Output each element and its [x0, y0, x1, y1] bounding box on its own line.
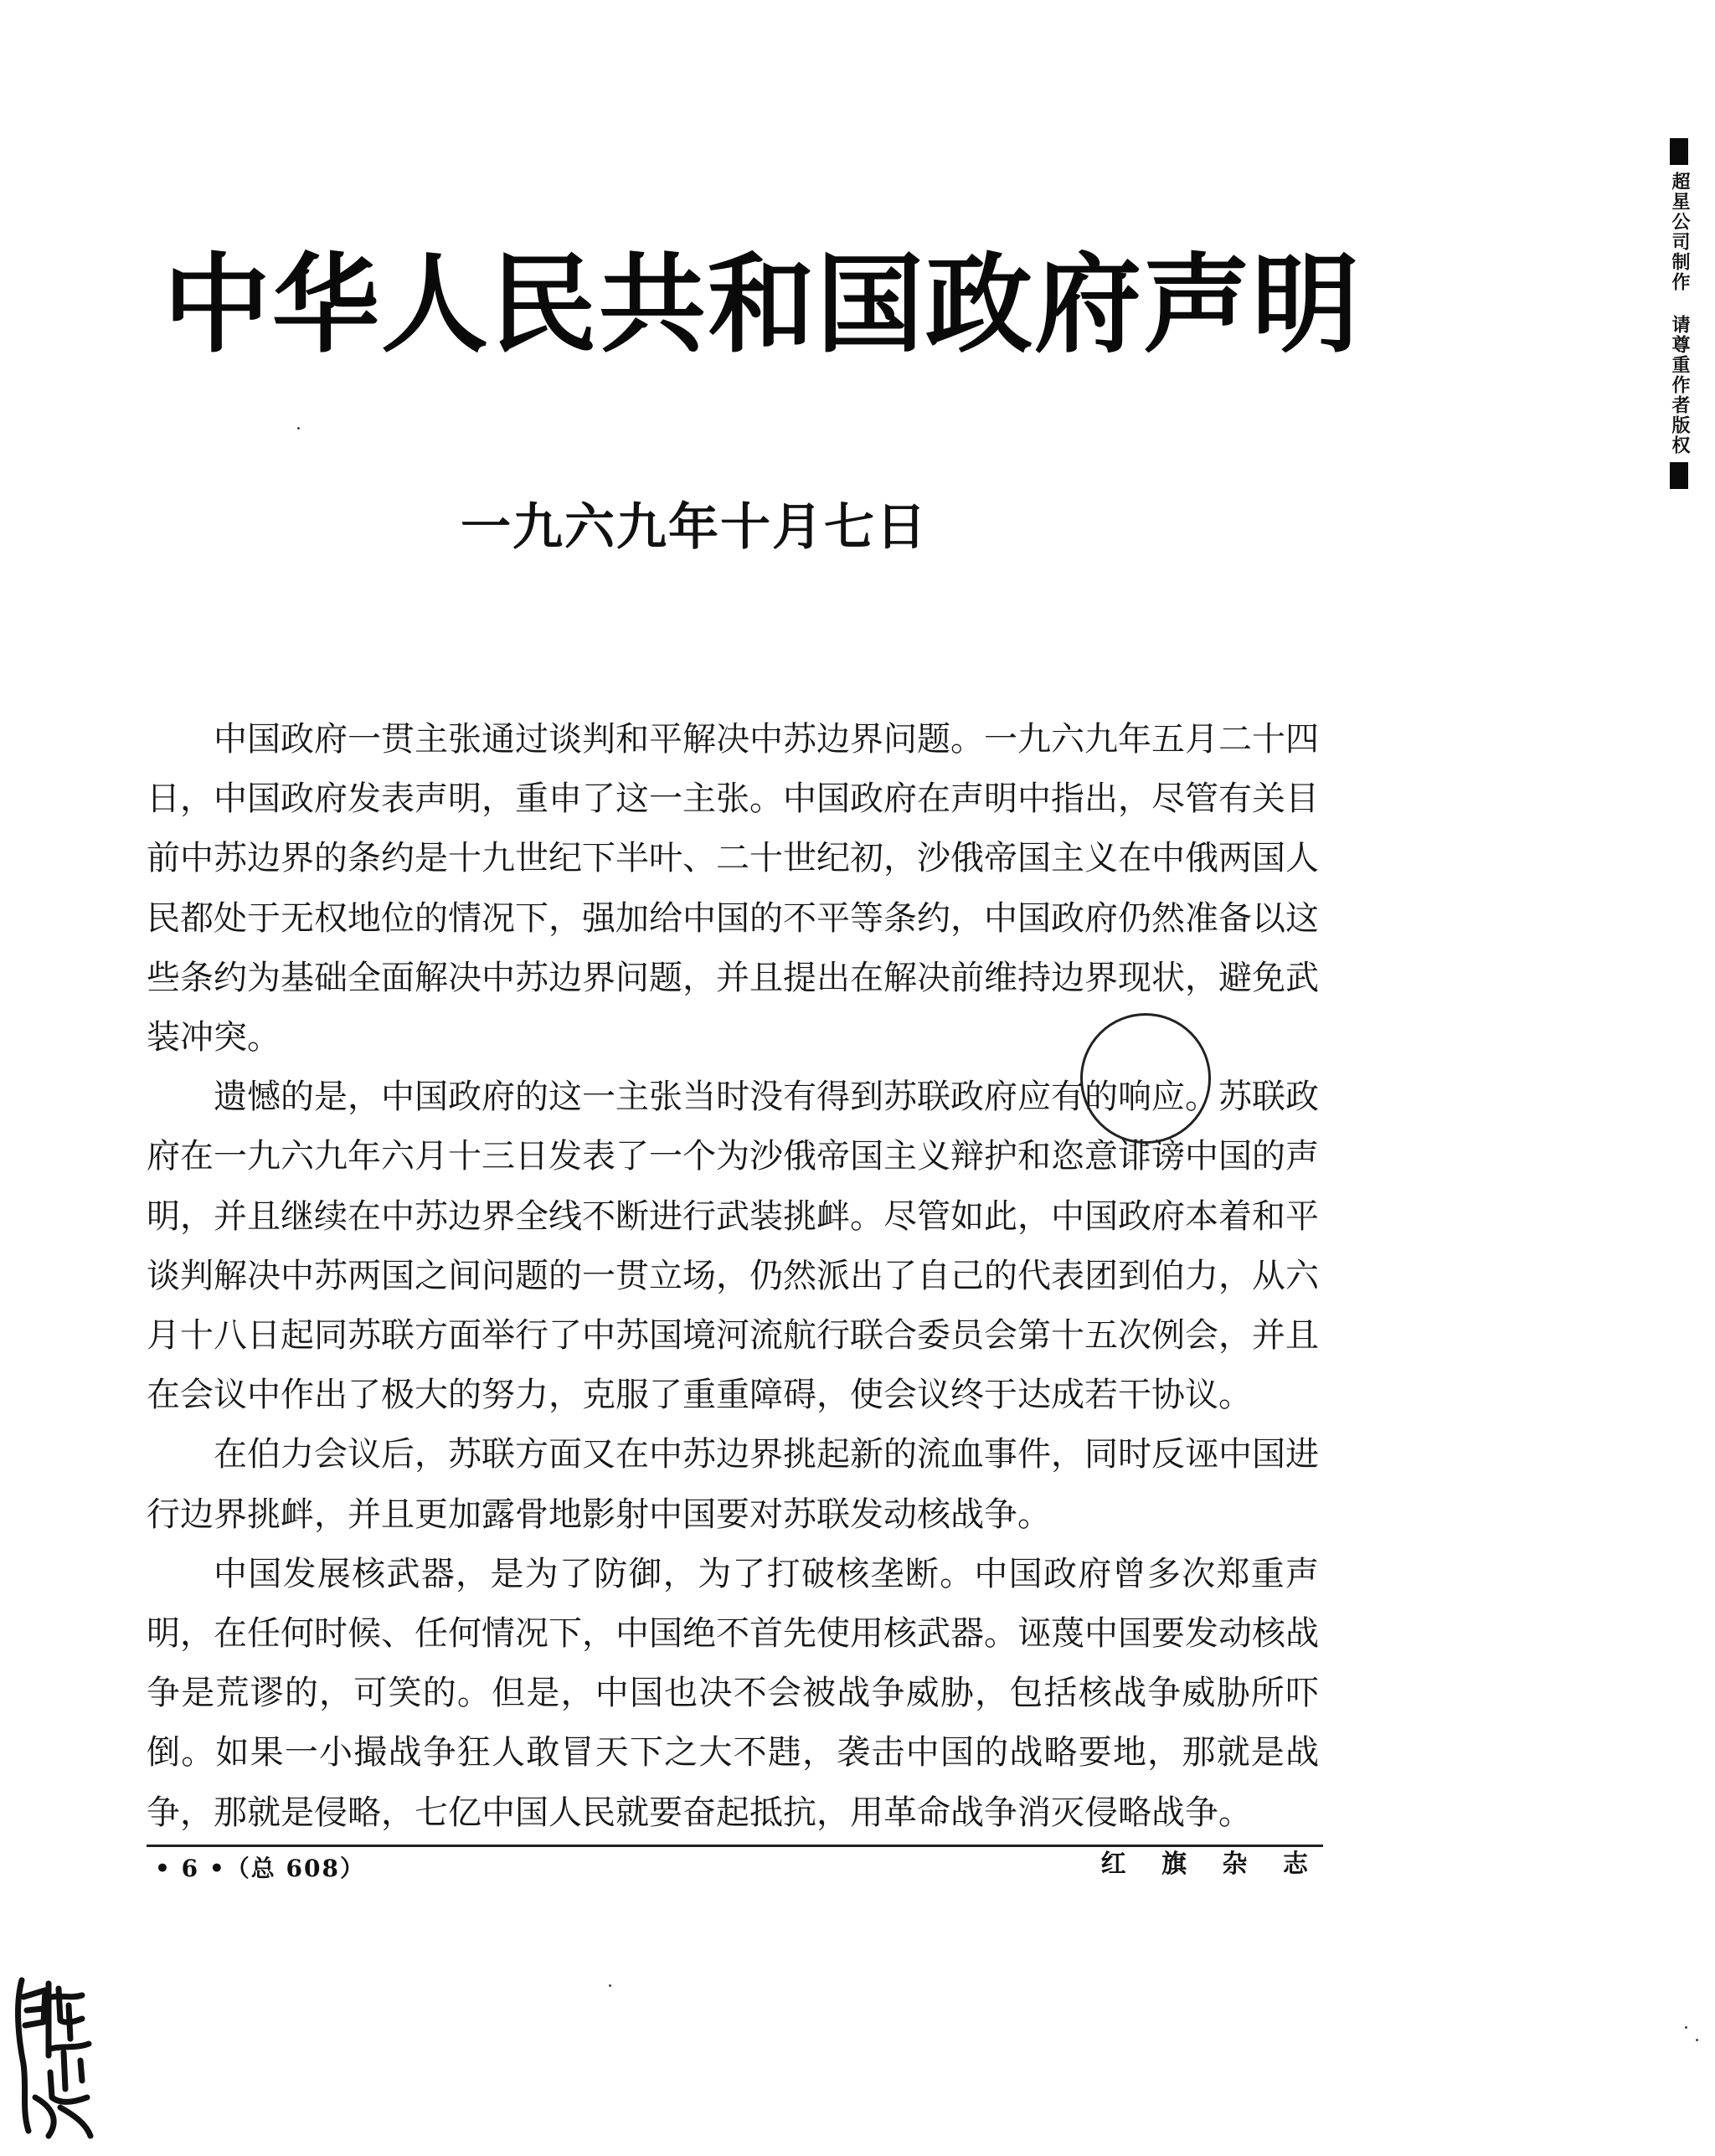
seal-stamp-icon: [10, 1972, 102, 2139]
paragraph-4: 中国发展核武器，是为了防御，为了打破核垄断。中国政府曾多次郑重声明，在任何时候、任何情况下，中国绝不首先使用核武器。诬蔑中国要发动核战争是荒谬的，可笑的。但是，中国也决不会被战争威胁，包括核战争威胁所吓倒。如果一小撮战争狂人敢冒天下之大不韪，袭击中国的战略要地，那就是战争，那就是侵略，七亿中国人民就要奋起抵抗，用革命战争消灭侵略战争。: [147, 1554, 1319, 1832]
side-notice-bottom-bar: [1670, 462, 1688, 489]
document-title: 中华人民共和国政府声明: [163, 243, 1362, 368]
paragraph-2: 遗憾的是，中国政府的这一主张当时没有得到苏联政府应有的响应。苏联政府在一九六九年六月十三日发表了一个为沙俄帝国主义辩护和恣意诽谤中国的声明，并且继续在中苏边界全线不断进行武装挑衅。尽管如此，中国政府本着和平谈判解决中苏两国之间问题的一贯立场，仍然派出了自己的代表团到伯力，从六月十八日起同苏联方面举行了中苏国境河流航行联合委员会第十五次例会，并且在会议中作出了极大的努力，克服了重重障碍，使会议终于达成若干协议。: [147, 1078, 1319, 1415]
scan-speck: [1696, 2039, 1698, 2041]
side-notice-top-bar: [1670, 138, 1688, 165]
side-notice-text: 超星公司制作 请尊重作者版权: [1669, 172, 1690, 455]
document-body: [147, 710, 1319, 1843]
document-date: 一九六九年十月七日: [461, 498, 928, 557]
paragraph-1: 中国政府一贯主张通过谈判和平解决中苏边界问题。一九六九年五月二十四日，中国政府发表声明，重申了这一主张。中国政府在声明中指出，尽管有关目前中苏边界的条约是十九世纪下半叶、二十世纪初，沙俄帝国主义在中俄两国人民都处于无权地位的情况下，强加给中国的不平等条约，中国政府仍然准备以这些条约为基础全面解决中苏边界问题，并且提出在解决前维持边界现状，避免武装冲突。: [147, 720, 1319, 1057]
scan-speck: [297, 427, 300, 430]
copyright-side-notice: [1666, 138, 1703, 489]
scan-speck: [609, 1984, 611, 1987]
paragraph-3: 在伯力会议后，苏联方面又在中苏边界挑起新的流血事件，同时反诬中国进行边界挑衅，并且更加露骨地影射中国要对苏联发动核战争。: [147, 1435, 1319, 1534]
scan-speck: [1685, 2026, 1687, 2029]
publication-name: 红 旗 杂 志: [1100, 1850, 1321, 1879]
page-number: • 6 •（总 608）: [155, 1855, 365, 1882]
